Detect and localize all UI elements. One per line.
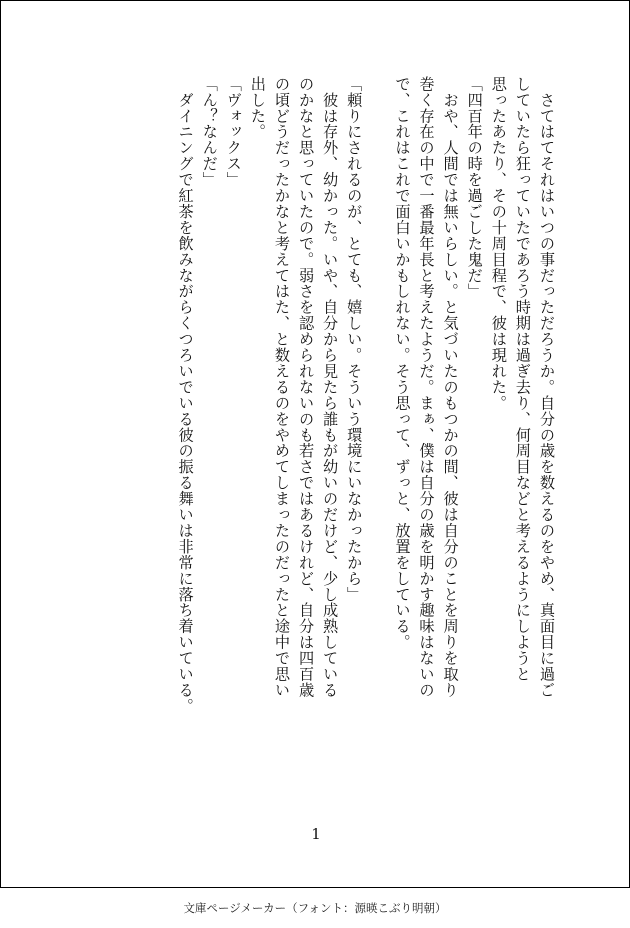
- text-line: で、これはこれで面白いかもしれない。そう思って、ずっと、放置をしている。: [393, 76, 412, 651]
- vertical-text-body: [79, 76, 559, 806]
- page-number: 1: [311, 825, 321, 843]
- text-line: のかなと思っていたので。弱さを認められないのも若さではあるけれど、自分は四百歳: [297, 76, 316, 699]
- text-line: の頃どうだったかなと考えてはた、と数えるのをやめてしまったのだったと途中で思い: [272, 76, 291, 699]
- text-line: 彼は存外、幼かった。いや、自分から見たら誰もが幼いのだけど、少し成熟している: [321, 76, 340, 699]
- text-line: ダイニングで紅茶を飲みながらくつろいでいる彼の振る舞いは非常に落ち着いている。: [176, 76, 195, 714]
- text-line: 「頼りにされるのが、とても、嬉しい。そういう環境にいなかったから」: [345, 76, 364, 603]
- text-line: 「ん？なんだ」: [200, 76, 219, 188]
- text-line: 「ヴォックス」: [224, 76, 243, 188]
- text-line: 「四百年の時を過ごした鬼だ」: [465, 76, 484, 300]
- text-line: していたら狂っていたであろう時期は過ぎ去り、何周目などと考えるようにしようと: [513, 76, 532, 683]
- blank-line: [366, 76, 390, 806]
- footer-caption: 文庫ページメーカー（フォント：源暎こぶり明朝）: [183, 901, 447, 915]
- text-line: 出した。: [248, 76, 267, 140]
- text-line: さてはてそれはいつの事だっただろうか。自分の歳を数えるのをやめ、真面目に過ご: [538, 76, 556, 699]
- text-line: おや、人間では無いらしい。と気づいたのもつかの間、彼は自分のことを周りを取り: [441, 76, 460, 699]
- text-line: 思ったあたり、その十周目程で、彼は現れた。: [489, 76, 508, 411]
- text-line: 巻く存在の中で一番最年長と考えたようだ。まぁ、僕は自分の歳を明かす趣味はないの: [417, 76, 436, 699]
